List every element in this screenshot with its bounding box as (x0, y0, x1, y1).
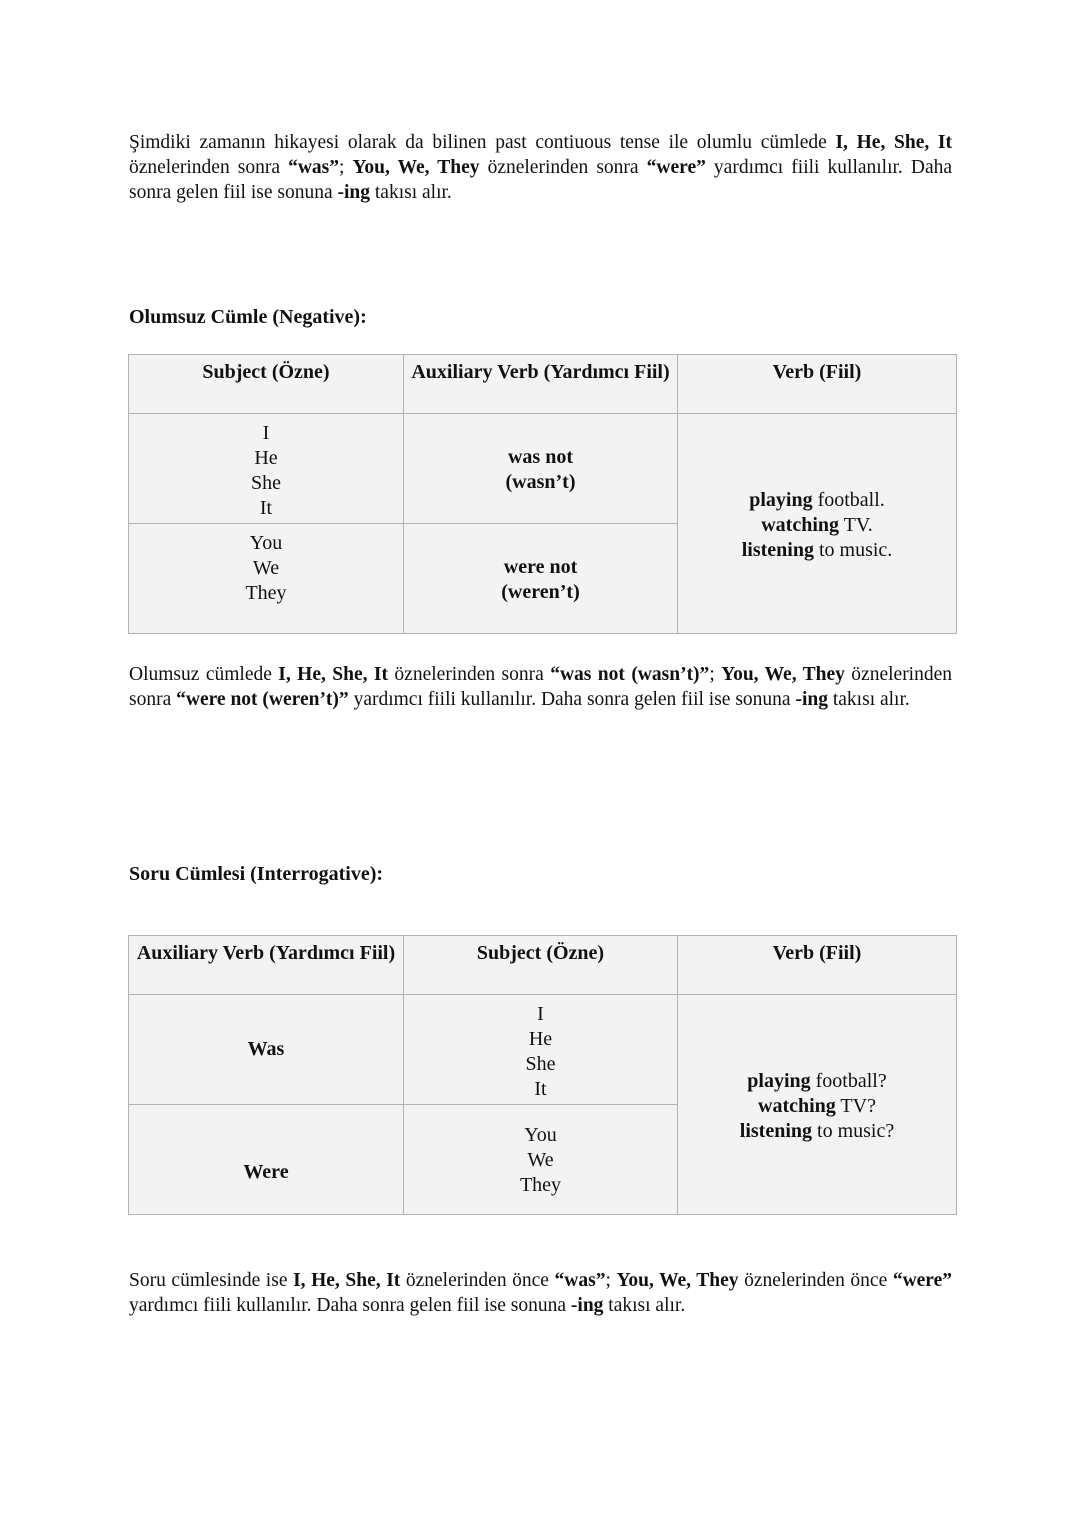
interrogative-explanation: Soru cümlesinde ise I, He, She, It öznelerinden önce “was”; You, We, They öznelerinden önce “were” yardımcı fiili kullanılır. Daha sonra gelen fiil ise sonuna -ing takısı alır. (129, 1270, 953, 1316)
negative-subjects-plural (129, 524, 404, 634)
interrogative-aux-was: Was (129, 995, 404, 1105)
interrogative-row-singular (129, 995, 957, 1105)
cell-line: He (254, 447, 278, 469)
cell-line: (wasn’t) (505, 471, 576, 493)
interrogative-header-row (129, 936, 957, 995)
interrogative-subjects-singular (404, 995, 678, 1105)
negative-header-row (129, 355, 957, 414)
negative-aux-singular (404, 414, 678, 524)
interrogative-header-verb: Verb (Fiil) (678, 936, 957, 995)
verb-line: watching TV. (761, 513, 873, 536)
cell-line: was not (507, 446, 573, 468)
negative-subjects-singular (129, 414, 404, 524)
cell-line: (weren’t) (501, 581, 580, 603)
negative-heading: Olumsuz Cümle (Negative): (129, 306, 367, 328)
cell-line: I (537, 1003, 544, 1025)
negative-row-singular (129, 414, 957, 524)
cell-line: They (519, 1174, 562, 1196)
cell-line: He (528, 1028, 553, 1050)
cell-line: You (524, 1124, 557, 1146)
interrogative-verbs (678, 995, 957, 1215)
negative-explanation: Olumsuz cümlede I, He, She, It öznelerinden sonra “was not (wasn’t)”; You, We, They öznelerinden sonra “were not (weren’t)” yardımcı fiili kullanılır. Daha sonra gelen fiil ise sonuna -ing takısı alır. (129, 664, 953, 710)
cell-line: We (252, 557, 280, 579)
interrogative-aux-were: Were (129, 1105, 404, 1215)
cell-line: She (525, 1053, 556, 1075)
negative-header-verb: Verb (Fiil) (678, 355, 957, 414)
negative-header-subject: Subject (Özne) (129, 355, 404, 414)
negative-aux-plural (404, 524, 678, 634)
verb-line: listening to music. (741, 538, 893, 561)
interrogative-heading: Soru Cümlesi (Interrogative): (129, 863, 384, 885)
negative-table (128, 354, 957, 634)
cell-line: I (262, 422, 270, 444)
negative-header-aux: Auxiliary Verb (Yardımcı Fiil) (404, 355, 678, 414)
interrogative-subjects-plural (404, 1105, 678, 1215)
cell-line: It (259, 497, 273, 519)
cell-line: were not (503, 556, 578, 578)
interrogative-header-subject: Subject (Özne) (404, 936, 678, 995)
verb-line: playing football. (749, 488, 885, 511)
intro-paragraph: Şimdiki zamanın hikayesi olarak da bilinen past contiuous tense ile olumlu cümlede I, He, She, It öznelerinden sonra “was”; You, We, They öznelerinden sonra “were” yardımcı fiili kullanılır. Daha sonra gelen fiil ise sonuna -ing takısı alır. (129, 132, 953, 203)
cell-line: It (534, 1078, 547, 1100)
verb-line: playing football? (747, 1069, 887, 1092)
cell-line: She (251, 472, 281, 494)
verb-line: listening to music? (739, 1119, 895, 1142)
verb-line: watching TV? (758, 1094, 876, 1117)
interrogative-table (128, 935, 957, 1215)
cell-line: You (249, 532, 283, 554)
interrogative-header-aux: Auxiliary Verb (Yardımcı Fiil) (129, 936, 404, 995)
cell-line: They (245, 582, 287, 604)
cell-line: We (527, 1149, 554, 1171)
negative-verbs (678, 414, 957, 634)
